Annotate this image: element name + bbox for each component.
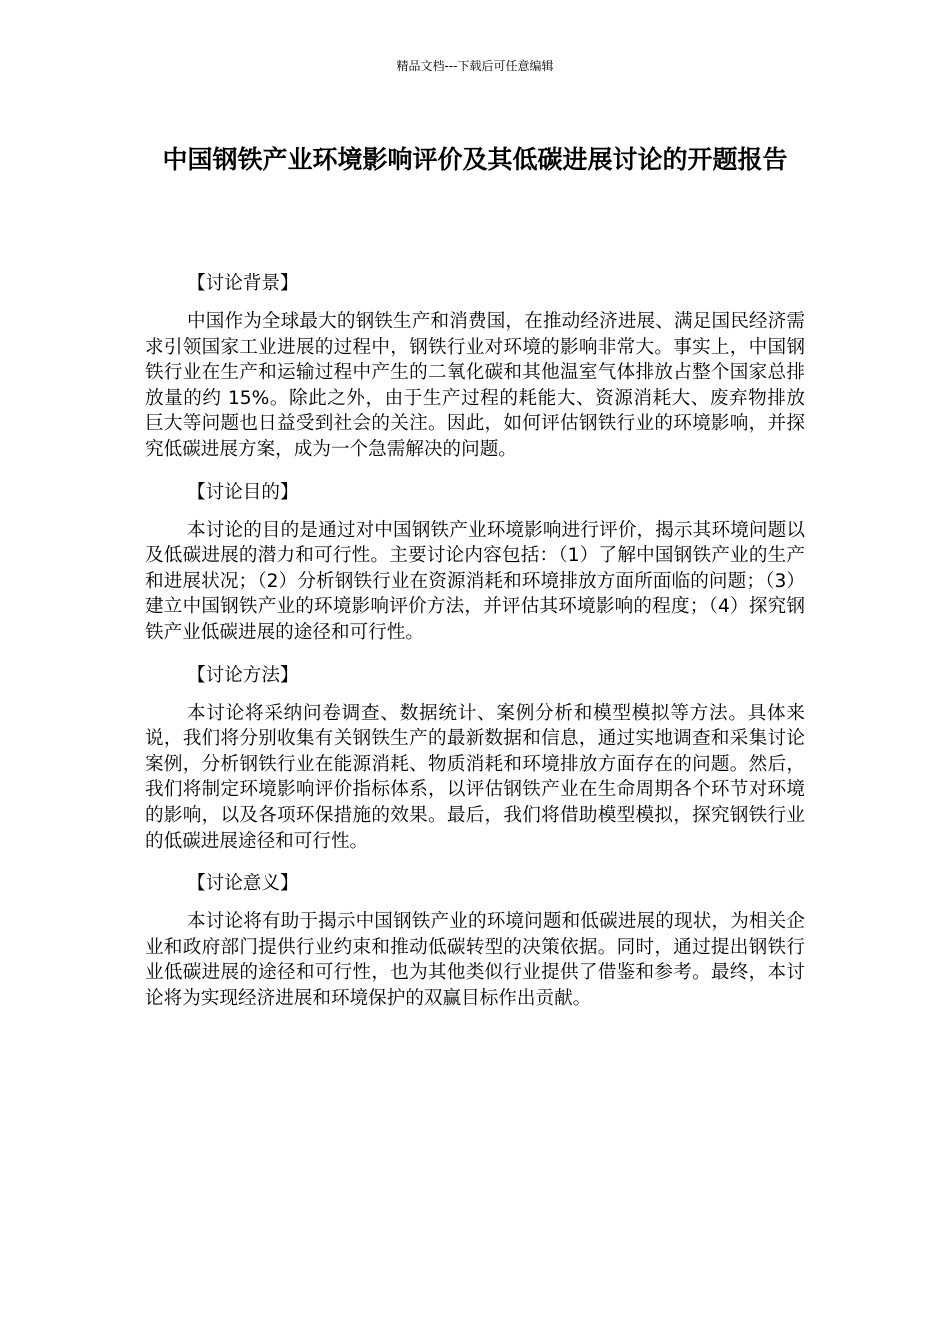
section-significance bbox=[145, 868, 805, 1011]
section-heading: 【讨论意义】 bbox=[187, 873, 299, 895]
document-body bbox=[145, 268, 805, 1025]
section-paragraph: 本讨论将采纳问卷调查、数据统计、案例分析和模型模拟等方法。具体来说，我们将分别收集有关钢铁生产的最新数据和信息，通过实地调查和采集讨论案例，分析钢铁行业在能源消耗、物质消耗和环境排放方面存在的问题。然后，我们将制定环境影响评价指标体系，以评估钢铁产业在生命周期各个环节对环境的影响，以及各项环保措施的效果。最后，我们将借助模型模拟，探究钢铁行业的低碳进展途径和可行性。 bbox=[145, 702, 805, 852]
section-method bbox=[145, 660, 805, 855]
section-heading: 【讨论方法】 bbox=[187, 664, 299, 686]
section-background bbox=[145, 268, 805, 463]
section-paragraph: 中国作为全球最大的钢铁生产和消费国，在推动经济进展、满足国民经济需求引领国家工业进展的过程中，钢铁行业对环境的影响非常大。事实上，中国钢铁行业在生产和运输过程中产生的二氧化碳和其他温室气体排放占整个国家总排放量的约 15%。除此之外，由于生产过程的耗能大、资源消耗大、废弃物排放巨大等问题也日益受到社会的关注。因此，如何评估钢铁行业的环境影响，并探究低碳进展方案，成为一个急需解决的问题。 bbox=[145, 311, 805, 460]
page-header: 精品文档---下载后可任意编辑 bbox=[396, 59, 554, 73]
section-heading: 【讨论目的】 bbox=[187, 481, 299, 503]
section-paragraph: 本讨论的目的是通过对中国钢铁产业环境影响进行评价，揭示其环境问题以及低碳进展的潜力和可行性。主要讨论内容包括：（1）了解中国钢铁产业的生产和进展状况；（2）分析钢铁行业在资源消耗和环境排放方面所面临的问题；（3）建立中国钢铁产业的环境影响评价方法，并评估其环境影响的程度；（4）探究钢铁产业低碳进展的途径和可行性。 bbox=[145, 519, 805, 643]
section-paragraph: 本讨论将有助于揭示中国钢铁产业的环境问题和低碳进展的现状，为相关企业和政府部门提供行业约束和推动低碳转型的决策依据。同时，通过提出钢铁行业低碳进展的途径和可行性，也为其他类似行业提供了借鉴和参考。最终，本讨论将为实现经济进展和环境保护的双赢目标作出贡献。 bbox=[145, 911, 805, 1009]
document-title: 中国钢铁产业环境影响评价及其低碳进展讨论的开题报告 bbox=[162, 145, 788, 174]
section-purpose bbox=[145, 477, 805, 646]
section-heading: 【讨论背景】 bbox=[187, 273, 299, 294]
